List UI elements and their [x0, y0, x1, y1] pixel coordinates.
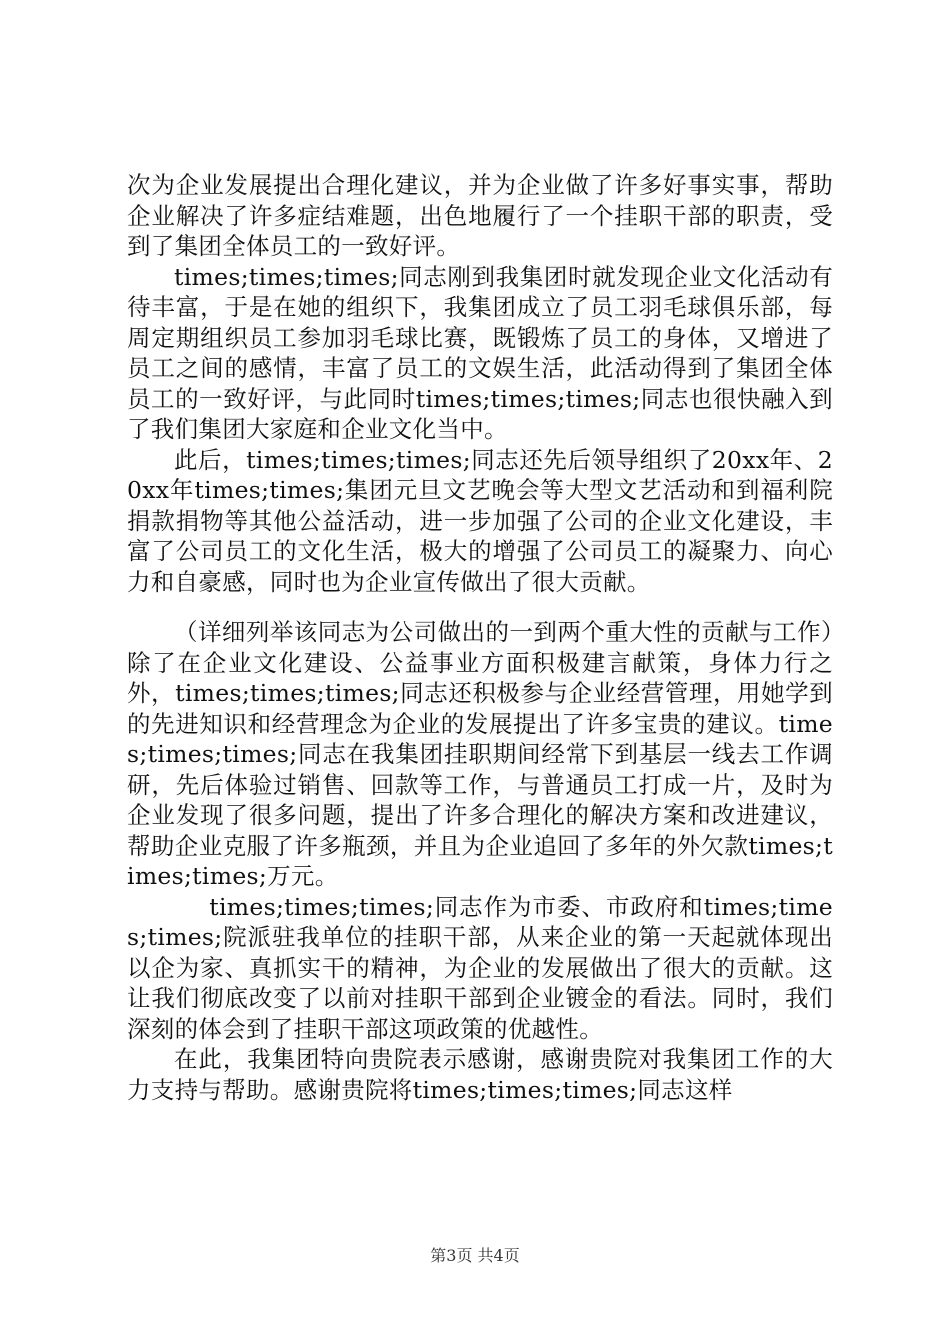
paragraph-3: 此后，times;times;times;同志还先后领导组织了20xx年、20xx年times;times;集团元旦文艺晚会等大型文艺活动和到福利院捐款捐物等其他公益活动，进一步加强了公司的企业文化建设，丰富了公司员工的文化生活，极大的增强了公司员工的凝聚力、向心力和自豪感，同时也为企业宣传做出了很大贡献。 — [127, 445, 833, 596]
paragraph-2: times;times;times;同志刚到我集团时就发现企业文化活动有待丰富，于是在她的组织下，我集团成立了员工羽毛球俱乐部，每周定期组织员工参加羽毛球比赛，既锻炼了员工的身体，又增进了员工之间的感情，丰富了员工的文娱生活，此活动得到了集团全体员工的一致好评，与此同时times;times;times;同志也很快融入到了我们集团大家庭和企业文化当中。 — [127, 262, 833, 443]
paragraph-4: （详细列举该同志为公司做出的一到两个重大性的贡献与工作）除了在企业文化建设、公益事业方面积极建言献策，身体力行之外，times;times;times;同志还积极参与企业经营管理，用她学到的先进知识和经营理念为企业的发展提出了许多宝贵的建议。times;times;times;同志在我集团挂职期间经常下到基层一线去工作调研，先后体验过销售、回款等工作，与普通员工打成一片，及时为企业发现了很多问题，提出了许多合理化的解决方案和改进建议，帮助企业克服了许多瓶颈，并且为企业追回了多年的外欠款times;times;times;万元。 — [127, 618, 833, 890]
paragraph-1: 次为企业发展提出合理化建议，并为企业做了许多好事实事，帮助企业解决了许多症结难题，出色地履行了一个挂职干部的职责，受到了集团全体员工的一致好评。 — [127, 171, 833, 260]
page-footer: 第3页 共4页 — [430, 1246, 520, 1265]
paragraph-5: times;times;times;同志作为市委、市政府和times;times;times;院派驻我单位的挂职干部，从来企业的第一天起就体现出以企为家、真抓实干的精神，为企业的发展做出了很大的贡献。这让我们彻底改变了以前对挂职干部到企业镀金的看法。同时，我们深刻的体会到了挂职干部这项政策的优越性。 — [127, 892, 833, 1043]
paragraph-6: 在此，我集团特向贵院表示感谢，感谢贵院对我集团工作的大力支持与帮助。感谢贵院将times;times;times;同志这样 — [127, 1045, 833, 1104]
document-body — [127, 170, 833, 1105]
